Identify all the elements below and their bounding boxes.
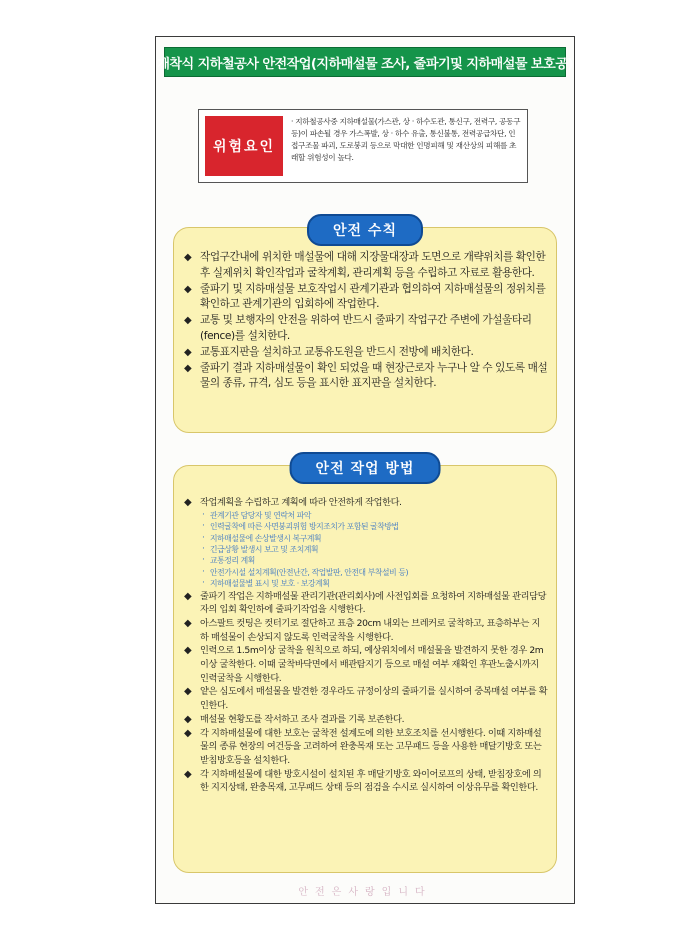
- sub-list-item: · 인력굴착에 따른 사면붕괴위험 방지조치가 포함된 굴착방법: [200, 521, 548, 532]
- sub-list-item: · 긴급상황 발생시 보고 및 조치계획: [200, 544, 548, 555]
- hazard-label: 위험요인: [205, 116, 283, 176]
- sub-list-item: · 지하매설물별 표시 및 보호 · 보강계획: [200, 578, 548, 589]
- page-title: 개착식 지하철공사 안전작업(지하매설물 조사, 줄파기및 지하매설물 보호공): [164, 47, 566, 77]
- list-item: ◆ 줄파기 결과 지하매설물이 확인 되었을 때 현장근로자 누구나 알 수 있도록 매설물의 종류, 규격, 심도 등을 표시한 표지판을 설치한다.: [184, 361, 548, 393]
- list-item: ◆ 작업구간내에 위치한 매설물에 대해 지장물대장과 도면으로 개략위치를 확인한 후 실제위치 확인작업과 굴착계획, 관리계획 등을 수립하고 자료로 활용한다.: [184, 250, 548, 282]
- hazard-description: · 지하철공사중 지하매설물(가스관, 상 · 하수도관, 통신구, 전력구, 공동구 등)이 파손될 경우 가스폭발, 상 · 하수 유출, 통신불통, 전력공급차단, 인접구조물 파괴, 도로붕괴 등으로 막대한 인명피해 및 재산상의 피해를 초래할 위험성이 높다.: [291, 117, 521, 162]
- safety-rules-list: [184, 250, 548, 392]
- hazard-box: [198, 109, 528, 183]
- list-item: ◆ 얕은 심도에서 매설물을 발견한 경우라도 규정이상의 줄파기를 실시하여 중복매설 여부를 확인한다.: [184, 685, 548, 712]
- work-methods-list: [184, 496, 548, 795]
- list-item: ◆ 줄파기 작업은 지하매설물 관리기관(관리회사)에 사전입회를 요청하여 지하매설물 관리담당자의 입회 확인하에 줄파기작업을 시행한다.: [184, 590, 548, 617]
- sub-list-item: · 안전가시설 설치계획(안전난간, 작업발판, 안전대 부착설비 등): [200, 567, 548, 578]
- list-item: ◆ 교통 및 보행자의 안전을 위하여 반드시 줄파기 작업구간 주변에 가설울타리(fence)를 설치한다.: [184, 313, 548, 345]
- list-item: ◆ 아스팔트 컷팅은 컷터기로 절단하고 표층 20cm 내외는 브레커로 굴착하고, 표층하부는 지하 매설물이 손상되지 않도록 인력굴착을 시행한다.: [184, 617, 548, 644]
- safety-rules-heading: 안전 수칙: [307, 214, 423, 246]
- safety-poster: [155, 36, 575, 904]
- sub-list-item: · 관계기관 담당자 및 연락처 파악: [200, 510, 548, 521]
- list-item: ◆ 각 지하매설물에 대한 방호시설이 설치된 후 매달기방호 와이어로프의 상태, 받침장호에 의한 지지상태, 완충목재, 고무패드 상태 등의 점검을 수시로 실시하여 이상유무를 확인한다.: [184, 768, 548, 795]
- list-item: [184, 496, 548, 590]
- sub-list-item: · 교통정리 계획: [200, 555, 548, 566]
- list-item: ◆ 매설물 현황도를 작서하고 조사 결과를 기록 보존한다.: [184, 713, 548, 727]
- sub-list-item: · 지하매설물에 손상발생시 복구계획: [200, 533, 548, 544]
- list-item: ◆ 인력으로 1.5m이상 굴착을 원칙으로 하되, 예상위치에서 매설물을 발견하지 못한 경우 2m이상 굴착한다. 이때 굴착바닥면에서 배관탐지기 등으로 매설 여부 재확인 후관노출시까지 인력굴착을 시행한다.: [184, 644, 548, 685]
- work-methods-section: [173, 461, 557, 873]
- safety-rules-section: [173, 223, 557, 433]
- work-plan-sublist: [200, 510, 548, 590]
- work-methods-heading: 안전 작업 방법: [290, 452, 441, 484]
- list-item: ◆ 줄파기 및 지하매설물 보호작업시 관계기관과 협의하여 지하매설물의 정위치를 확인하고 관계기관의 입회하에 작업한다.: [184, 282, 548, 314]
- footer-slogan: 안전은사랑입니다: [298, 887, 432, 898]
- list-item: ◆ 교통표지판을 설치하고 교통유도원을 반드시 전방에 배치한다.: [184, 345, 548, 361]
- list-item: ◆ 각 지하매설물에 대한 보호는 굴착전 설계도에 의한 보호조치를 선시행한다. 이때 지하매설물의 종류 현장의 여건등을 고려하여 완충목재 또는 고무패드 등을 사용한 매달기방호 또는 받침방호등을 설치한다.: [184, 727, 548, 768]
- work-methods-intro: 작업계획을 수립하고 계획에 따라 안전하게 작업한다.: [200, 497, 402, 508]
